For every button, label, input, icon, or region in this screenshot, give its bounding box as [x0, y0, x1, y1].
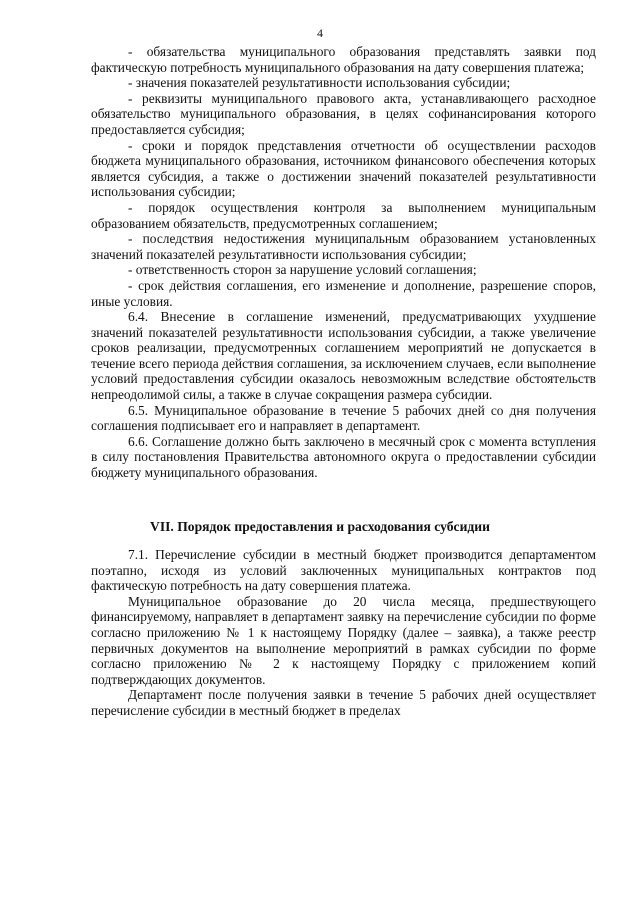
page-number: 4 — [317, 26, 323, 40]
paragraph: - обязательства муниципального образования представлять заявки под фактическую потребность муниципального образования на дату совершения платежа; — [91, 44, 596, 75]
paragraph: - ответственность сторон за нарушение условий соглашения; — [128, 262, 477, 278]
section-heading: VII. Порядок предоставления и расходования субсидии — [150, 519, 490, 534]
paragraph: - реквизиты муниципального правового акта, устанавливающего расходное обязательство муниципального образования, в целях софинансирования которого предоставляется субсидия; — [91, 90, 596, 137]
paragraph: 6.6. Соглашение должно быть заключено в месячный срок с момента вступления в силу постановления Правительства автономного округа о предоставлении субсидии бюджету муниципального образования. — [91, 433, 596, 481]
paragraph: 6.5. Муниципальное образование в течение 5 рабочих дней со дня получения соглашения подписывает его и направляет в департамент. — [91, 402, 596, 434]
paragraph: - порядок осуществления контроля за выполнением муниципальным образованием обязательств, предусмотренных соглашением; — [91, 199, 596, 231]
paragraph: - срок действия соглашения, его изменение и дополнение, разрешение споров, иные условия. — [91, 277, 596, 309]
upper-text-block — [91, 44, 596, 481]
paragraph: 6.4. Внесение в соглашение изменений, предусматривающих ухудшение значений показателей результативности использования субсидии, а также увеличение сроков реализации, предусмотренных соглашением мероприятий не допускается в течение всего периода действия соглашения, за исключением случаев, если выполнение условий предоставления субсидии оказалось невозможным вследствие обстоятельств непреодолимой силы, а также в случае сокращения размера субсидии. — [91, 309, 596, 403]
paragraph: Департамент после получения заявки в течение 5 рабочих дней осуществляет перечисление субсидии в местный бюджет в пределах — [91, 687, 596, 718]
paragraph: Муниципальное образование до 20 числа месяца, предшествующего финансируемому, направляет в департамент заявку на перечисление субсидии по форме согласно приложению № 1 к настоящему Порядку (далее – заявка), а также реестр первичных документов на выполнение мероприятий в рамках субсидии по форме согласно приложению № 2 к настоящему Порядку с приложением копий подтверждающих документов. — [91, 593, 596, 687]
paragraph: - сроки и порядок представления отчетности об осуществлении расходов бюджета муниципального образования, источником финансового обеспечения которых является субсидия, а также о достижении значений показателей результативности использования субсидии; — [91, 137, 596, 200]
lower-text-block — [91, 547, 596, 719]
paragraph: - последствия недостижения муниципальным образованием установленных значений показателей результативности использования субсидии; — [91, 231, 596, 262]
paragraph: 7.1. Перечисление субсидии в местный бюджет производится департаментом поэтапно, исходя из условий заключенных муниципальных контрактов под фактическую потребность на дату совершения платежа. — [91, 547, 596, 594]
paragraph: - значения показателей результативности использования субсидии; — [128, 75, 511, 91]
